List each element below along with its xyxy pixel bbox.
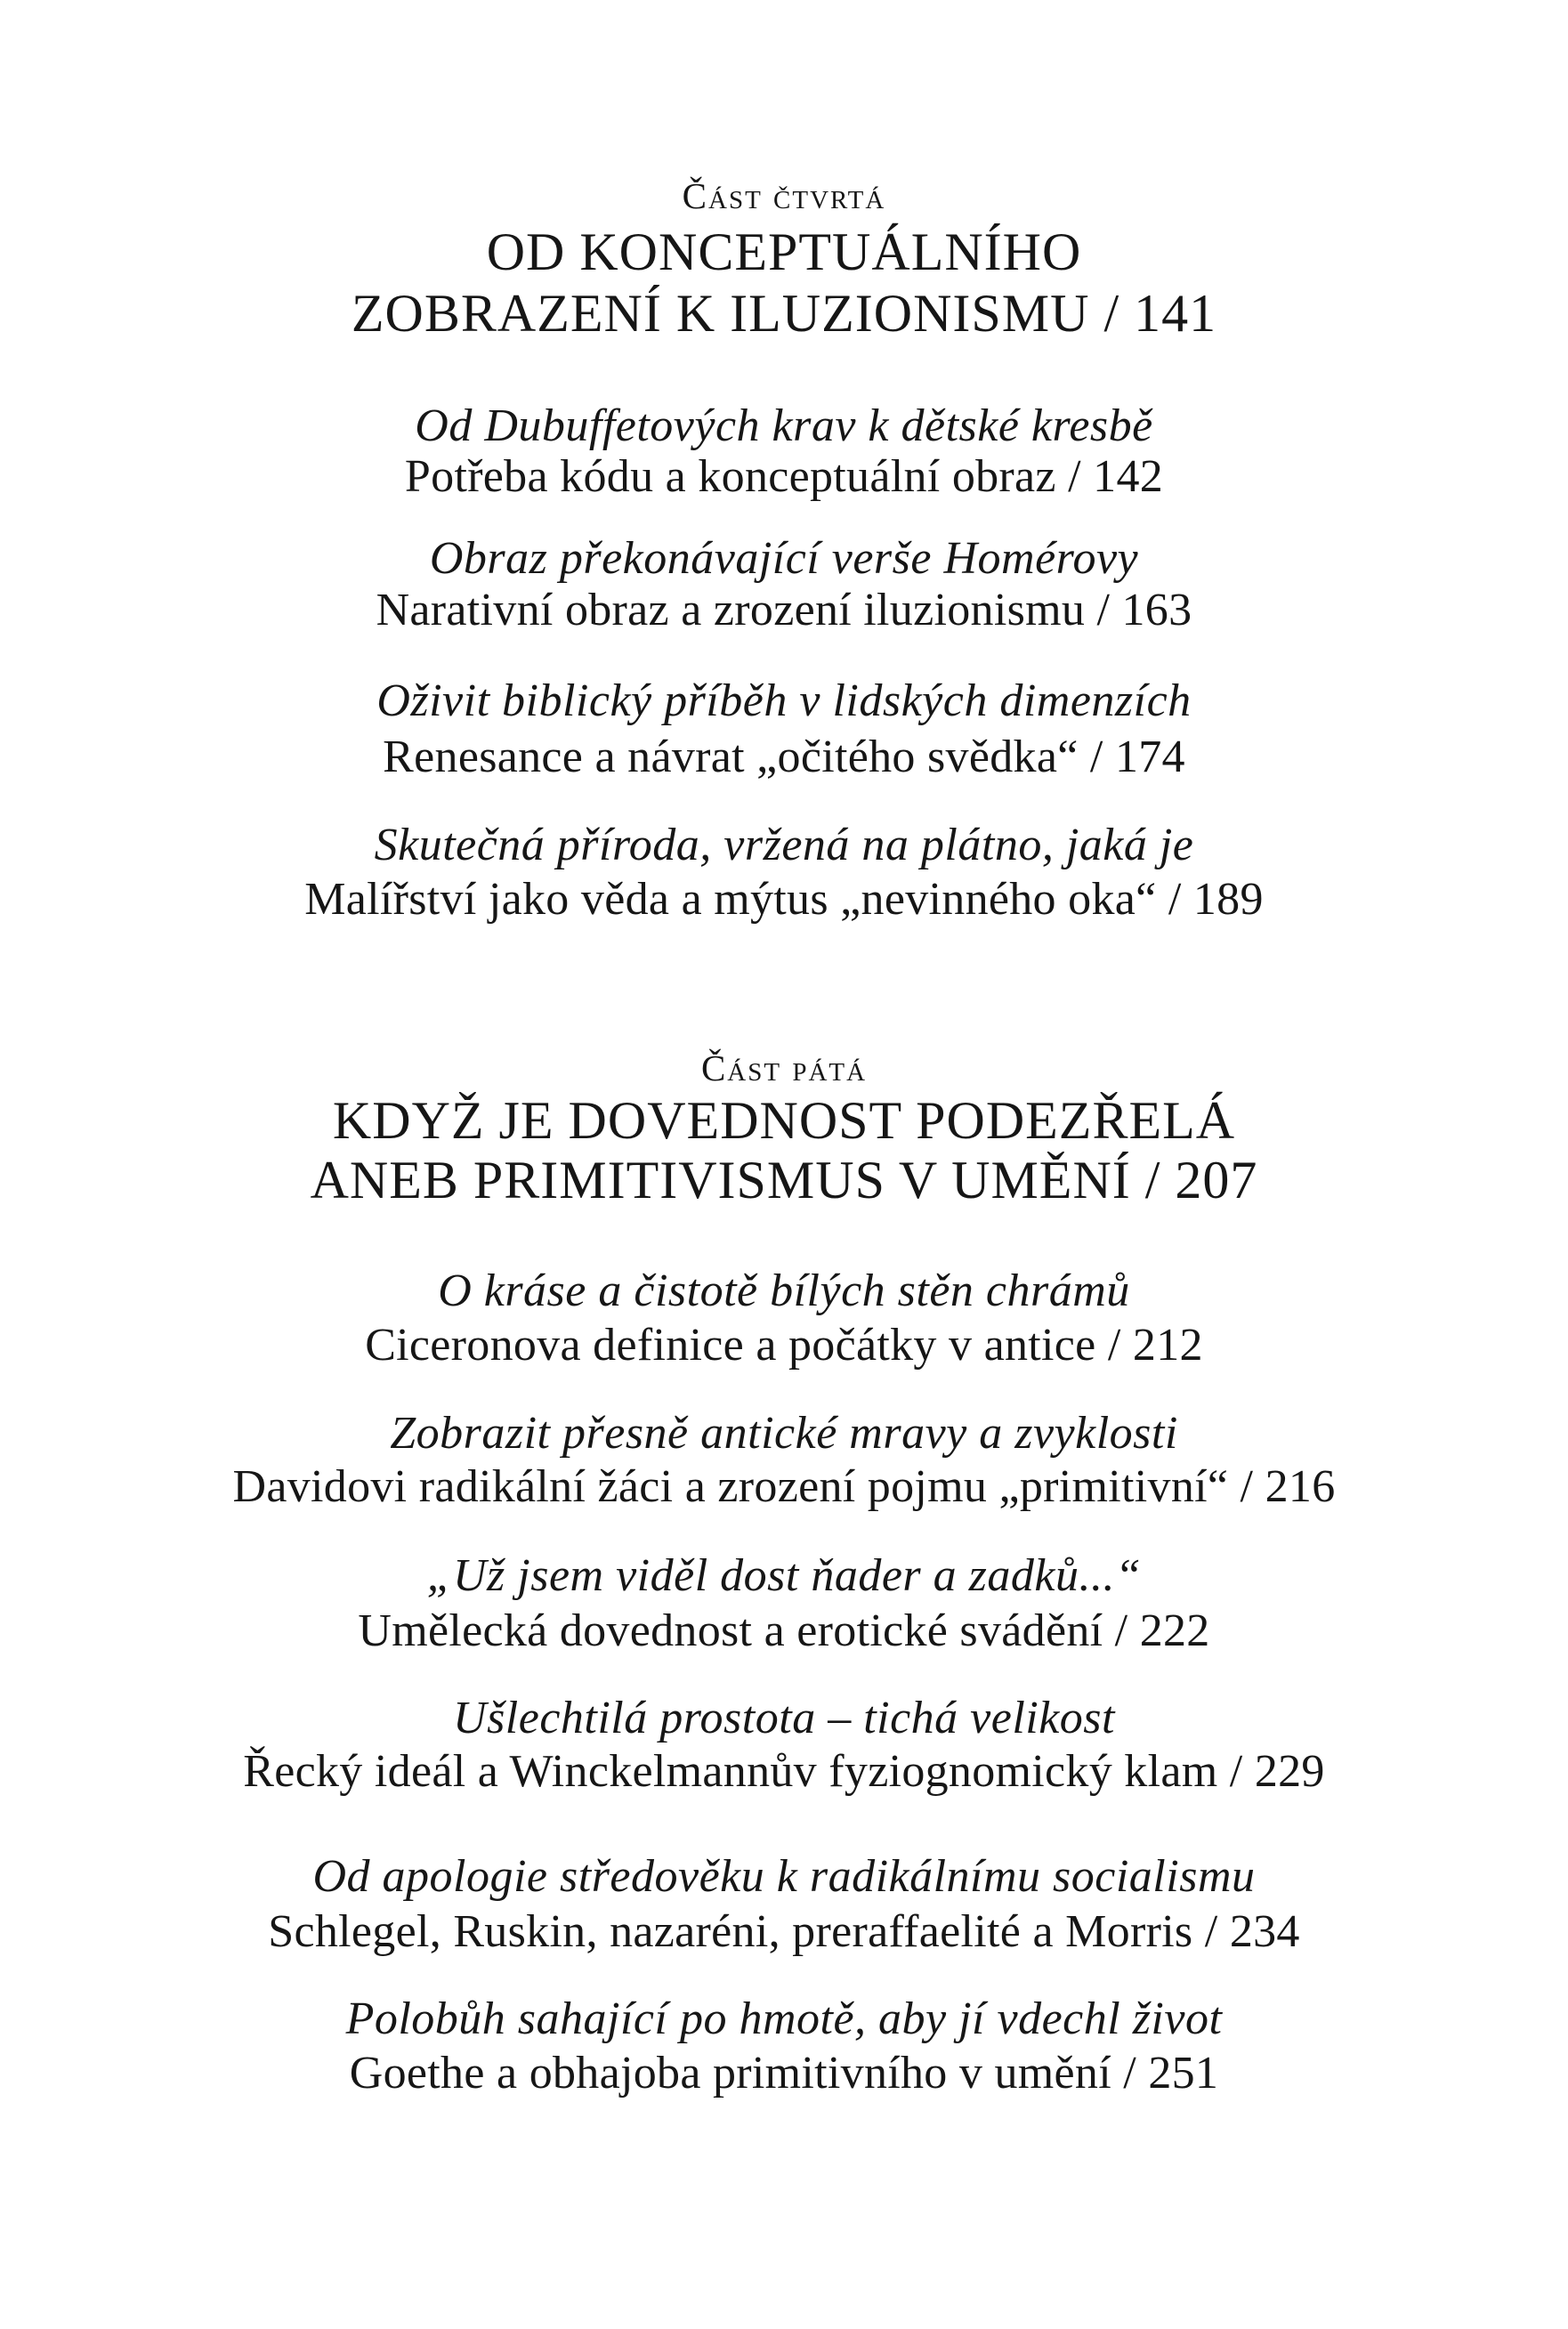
chapter-heading: Obraz překonávající verše Homérovy: [429, 533, 1139, 584]
chapter-subtitle: Ciceronova definice a počátky v antice / 212: [365, 1320, 1203, 1371]
chapter-subtitle: Umělecká dovednost a erotické svádění / 222: [358, 1605, 1210, 1656]
chapter-subtitle: Řecký ideál a Winckelmannův fyziognomický klam / 229: [243, 1746, 1325, 1797]
chapter-subtitle: Malířství jako věda a mýtus „nevinného oka“ / 189: [304, 874, 1264, 925]
chapter-subtitle: Schlegel, Ruskin, nazaréni, preraffaelité a Morris / 234: [268, 1906, 1300, 1957]
chapter-subtitle: Goethe a obhajoba primitivního v umění / 251: [349, 2048, 1219, 2099]
chapter-heading: Ušlechtilá prostota – tichá velikost: [453, 1693, 1115, 1743]
chapter-heading: „Už jsem viděl dost ňader a zadků...“: [426, 1550, 1142, 1601]
chapter-subtitle: Potřeba kódu a konceptuální obraz / 142: [404, 451, 1164, 502]
chapter-heading: Zobrazit přesně antické mravy a zvyklosti: [390, 1408, 1178, 1459]
chapter-heading: Skutečná příroda, vržená na plátno, jaká je: [374, 820, 1194, 870]
chapter-heading: O kráse a čistotě bílých stěn chrámů: [438, 1266, 1130, 1316]
part-five-title-line-2: ANEB PRIMITIVISMUS V UMĚNÍ / 207: [310, 1151, 1258, 1209]
chapter-heading: Od Dubuffetových krav k dětské kresbě: [415, 400, 1153, 451]
part-four-title-line-2: ZOBRAZENÍ K ILUZIONISMU / 141: [351, 284, 1217, 343]
part-five-label: Část pátá: [700, 1047, 868, 1088]
chapter-heading: Polobůh sahající po hmotě, aby jí vdechl život: [345, 1993, 1223, 2044]
chapter-heading: Od apologie středověku k radikálnímu socialismu: [312, 1851, 1256, 1902]
part-four-label: Část čtvrtá: [682, 175, 886, 216]
chapter-subtitle: Davidovi radikální žáci a zrození pojmu „primitivní“ / 216: [232, 1461, 1336, 1512]
chapter-subtitle: Narativní obraz a zrození iluzionismu / 163: [376, 585, 1192, 635]
part-five-title-line-1: KDYŽ JE DOVEDNOST PODEZŘELÁ: [332, 1091, 1236, 1150]
chapter-heading: Oživit biblický příběh v lidských dimenzích: [376, 675, 1192, 726]
part-four-title-line-1: OD KONCEPTUÁLNÍHO: [486, 222, 1082, 281]
chapter-subtitle: Renesance a návrat „očitého svědka“ / 174: [383, 732, 1185, 782]
